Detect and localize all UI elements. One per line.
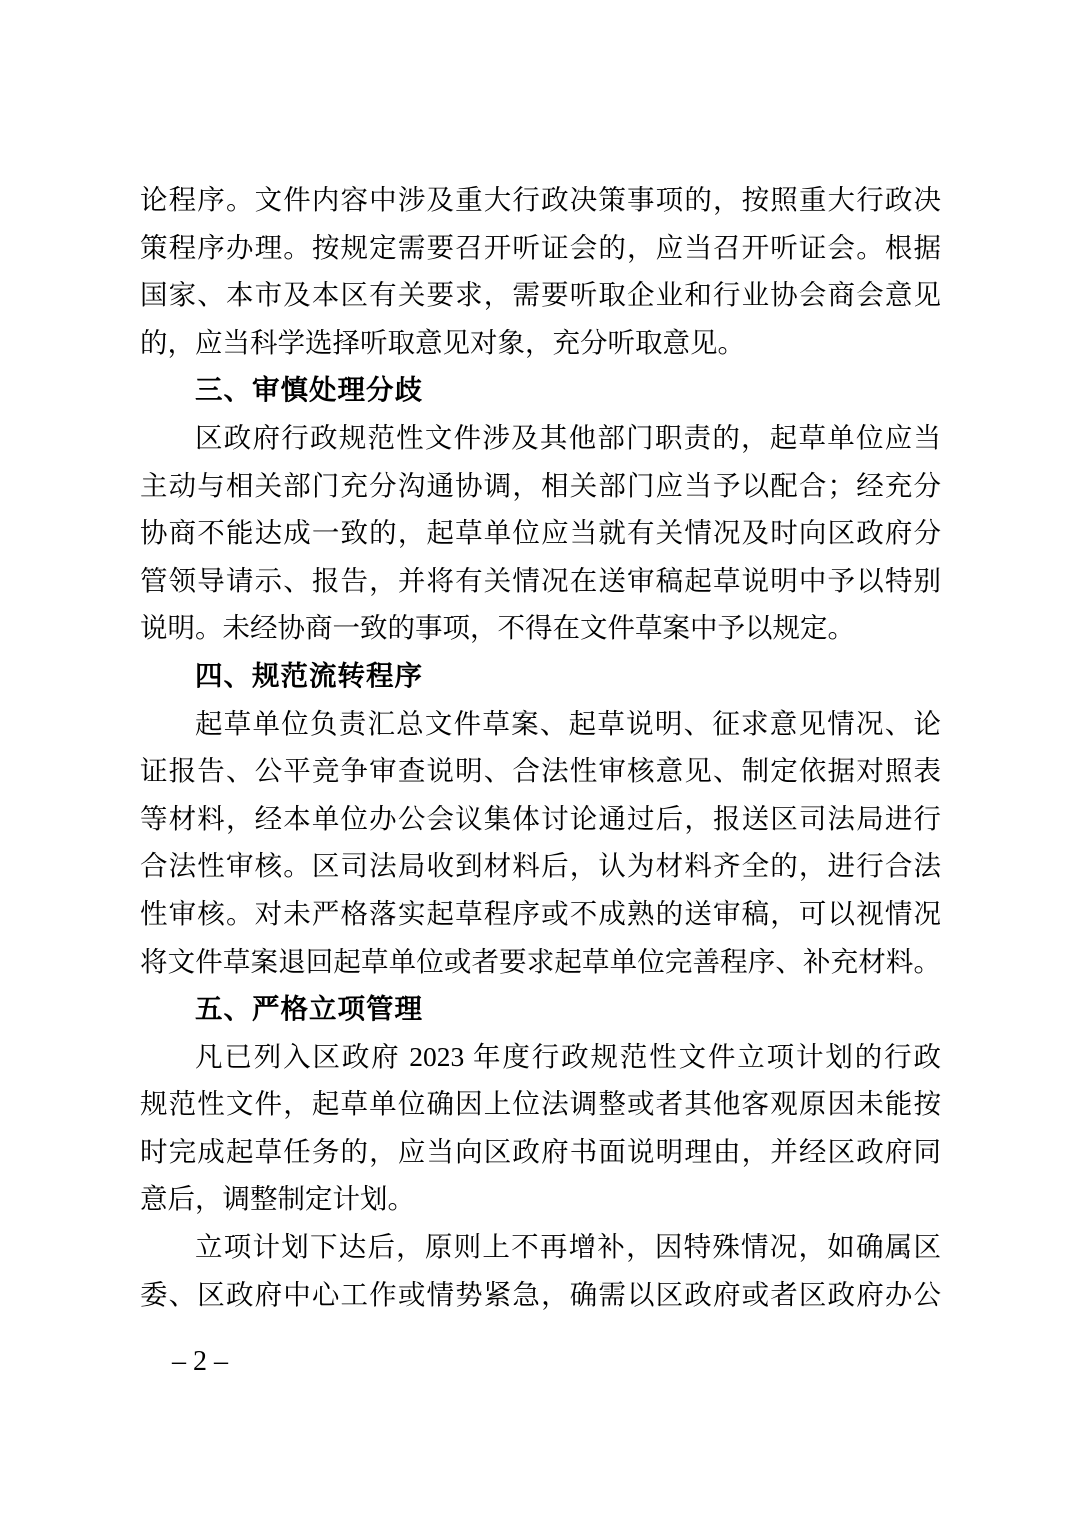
- text-line: 将文件草案退回起草单位或者要求起草单位完善程序、补充材料。: [140, 945, 941, 977]
- text-line: 区政府行政规范性文件涉及其他部门职责的，起草单位应当: [195, 421, 941, 453]
- text-line: 性审核。对未严格落实起草程序或不成熟的送审稿，可以视情况: [140, 897, 941, 929]
- section-heading: 四、规范流转程序: [195, 659, 423, 691]
- section-heading: 三、审慎处理分歧: [195, 374, 423, 406]
- text-line: 的，应当科学选择听取意见对象，充分听取意见。: [140, 326, 745, 358]
- text-line: 管领导请示、报告，并将有关情况在送审稿起草说明中予以特别: [140, 564, 941, 596]
- text-line: 凡已列入区政府 2023 年度行政规范性文件立项计划的行政: [195, 1040, 941, 1072]
- section-heading: 五、严格立项管理: [195, 993, 423, 1025]
- text-line: 论程序。文件内容中涉及重大行政决策事项的，按照重大行政决: [140, 184, 941, 215]
- text-line: 委、区政府中心工作或情势紧急，确需以区政府或者区政府办公: [140, 1278, 941, 1310]
- page-number: – 2 –: [172, 1346, 228, 1377]
- text-line: 主动与相关部门充分沟通协调，相关部门应当予以配合；经充分: [140, 469, 941, 501]
- text-line: 策程序办理。按规定需要召开听证会的，应当召开听证会。根据: [140, 231, 941, 263]
- text-line: 说明。未经协商一致的事项，不得在文件草案中予以规定。: [140, 612, 855, 644]
- text-line: 规范性文件，起草单位确因上位法调整或者其他客观原因未能按: [140, 1088, 941, 1120]
- text-line: 起草单位负责汇总文件草案、起草说明、征求意见情况、论: [195, 707, 941, 739]
- text-line: 合法性审核。区司法局收到材料后，认为材料齐全的，进行合法: [140, 850, 941, 882]
- text-line: 立项计划下达后，原则上不再增补，因特殊情况，如确属区: [195, 1231, 941, 1263]
- document-body: [140, 176, 941, 1318]
- text-line: 意后，调整制定计划。: [140, 1183, 415, 1215]
- text-line: 证报告、公平竞争审查说明、合法性审核意见、制定依据对照表: [140, 755, 941, 787]
- text-line: 协商不能达成一致的，起草单位应当就有关情况及时向区政府分: [140, 517, 941, 549]
- text-line: 等材料，经本单位办公会议集体讨论通过后，报送区司法局进行: [140, 802, 941, 834]
- text-line: 时完成起草任务的，应当向区政府书面说明理由，并经区政府同: [140, 1135, 941, 1167]
- text-line: 国家、本市及本区有关要求，需要听取企业和行业协会商会意见: [140, 279, 941, 311]
